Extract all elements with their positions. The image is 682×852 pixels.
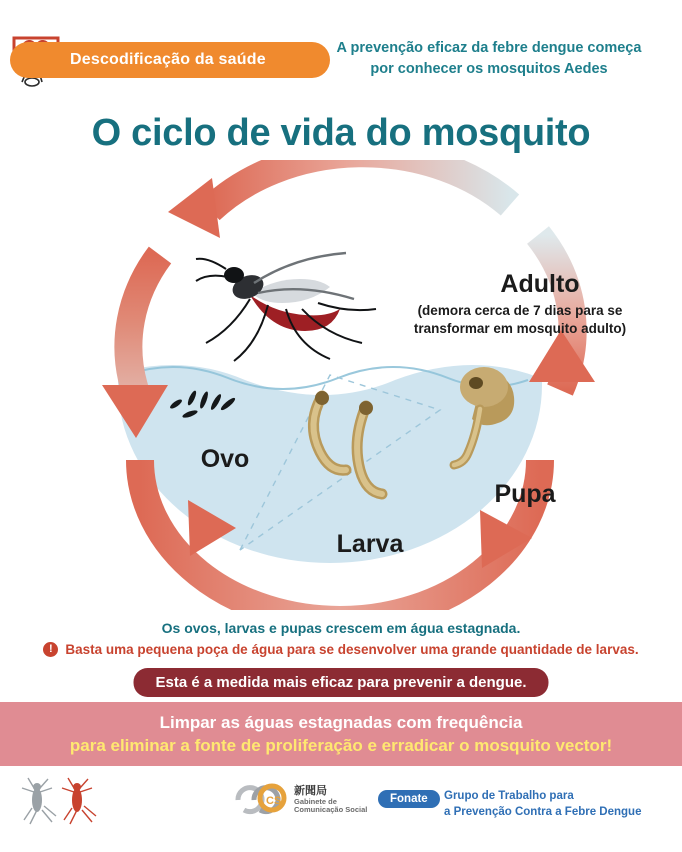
key-measure-pill: Esta é a medida mais eficaz para prevenir a dengue.	[134, 668, 549, 697]
working-group-line-2: a Prevenção Contra a Febre Dengue	[444, 806, 642, 819]
stage-note-adulto: (demora cerca de 7 dias para se transformar em mosquito adulto)	[413, 303, 627, 337]
footer	[0, 766, 682, 852]
page-title: O ciclo de vida do mosquito	[91, 112, 591, 154]
stage-label-pupa: Pupa	[494, 480, 556, 508]
note-line-2: Basta uma pequena poça de água para se desenvolver uma grande quantidade de larvas.	[65, 642, 639, 657]
brand-badge-label: Descodificação da saúde	[70, 51, 266, 68]
gcs-name-cn: 新聞局	[294, 785, 327, 798]
svg-text:CS: CS	[266, 795, 282, 807]
stage-label-ovo: Ovo	[200, 445, 250, 473]
banner-line-1: Limpar as águas estagnadas com frequência	[159, 712, 523, 732]
stage-label-adulto: Adulto	[500, 270, 580, 298]
note-line-2-row	[0, 642, 682, 657]
header	[0, 26, 682, 92]
stage-label-larva: Larva	[336, 530, 404, 558]
gcs-logo-icon	[232, 782, 367, 818]
header-tagline: A prevenção eficaz da febre dengue começa por conhecer os mosquitos Aedes	[336, 40, 642, 78]
gcs-name-pt-2: Comunicação Social	[294, 805, 368, 815]
brand-badge	[10, 42, 330, 78]
warning-icon: !	[43, 642, 58, 657]
life-cycle-diagram	[40, 160, 642, 610]
gcs-name-pt-1: Gabinete de	[294, 796, 337, 806]
note-line-1: Os ovos, larvas e pupas crescem em água estagnada.	[161, 620, 521, 636]
two-mosquitoes-icon	[18, 774, 98, 836]
working-group-line-1: Grupo de Trabalho para	[444, 790, 574, 802]
banner-line-2: para eliminar a fonte de proliferação e erradicar o mosquito vector!	[69, 735, 613, 755]
working-group-label	[444, 788, 641, 820]
call-to-action-banner	[0, 702, 682, 766]
fonate-badge: Fonate	[378, 790, 440, 808]
